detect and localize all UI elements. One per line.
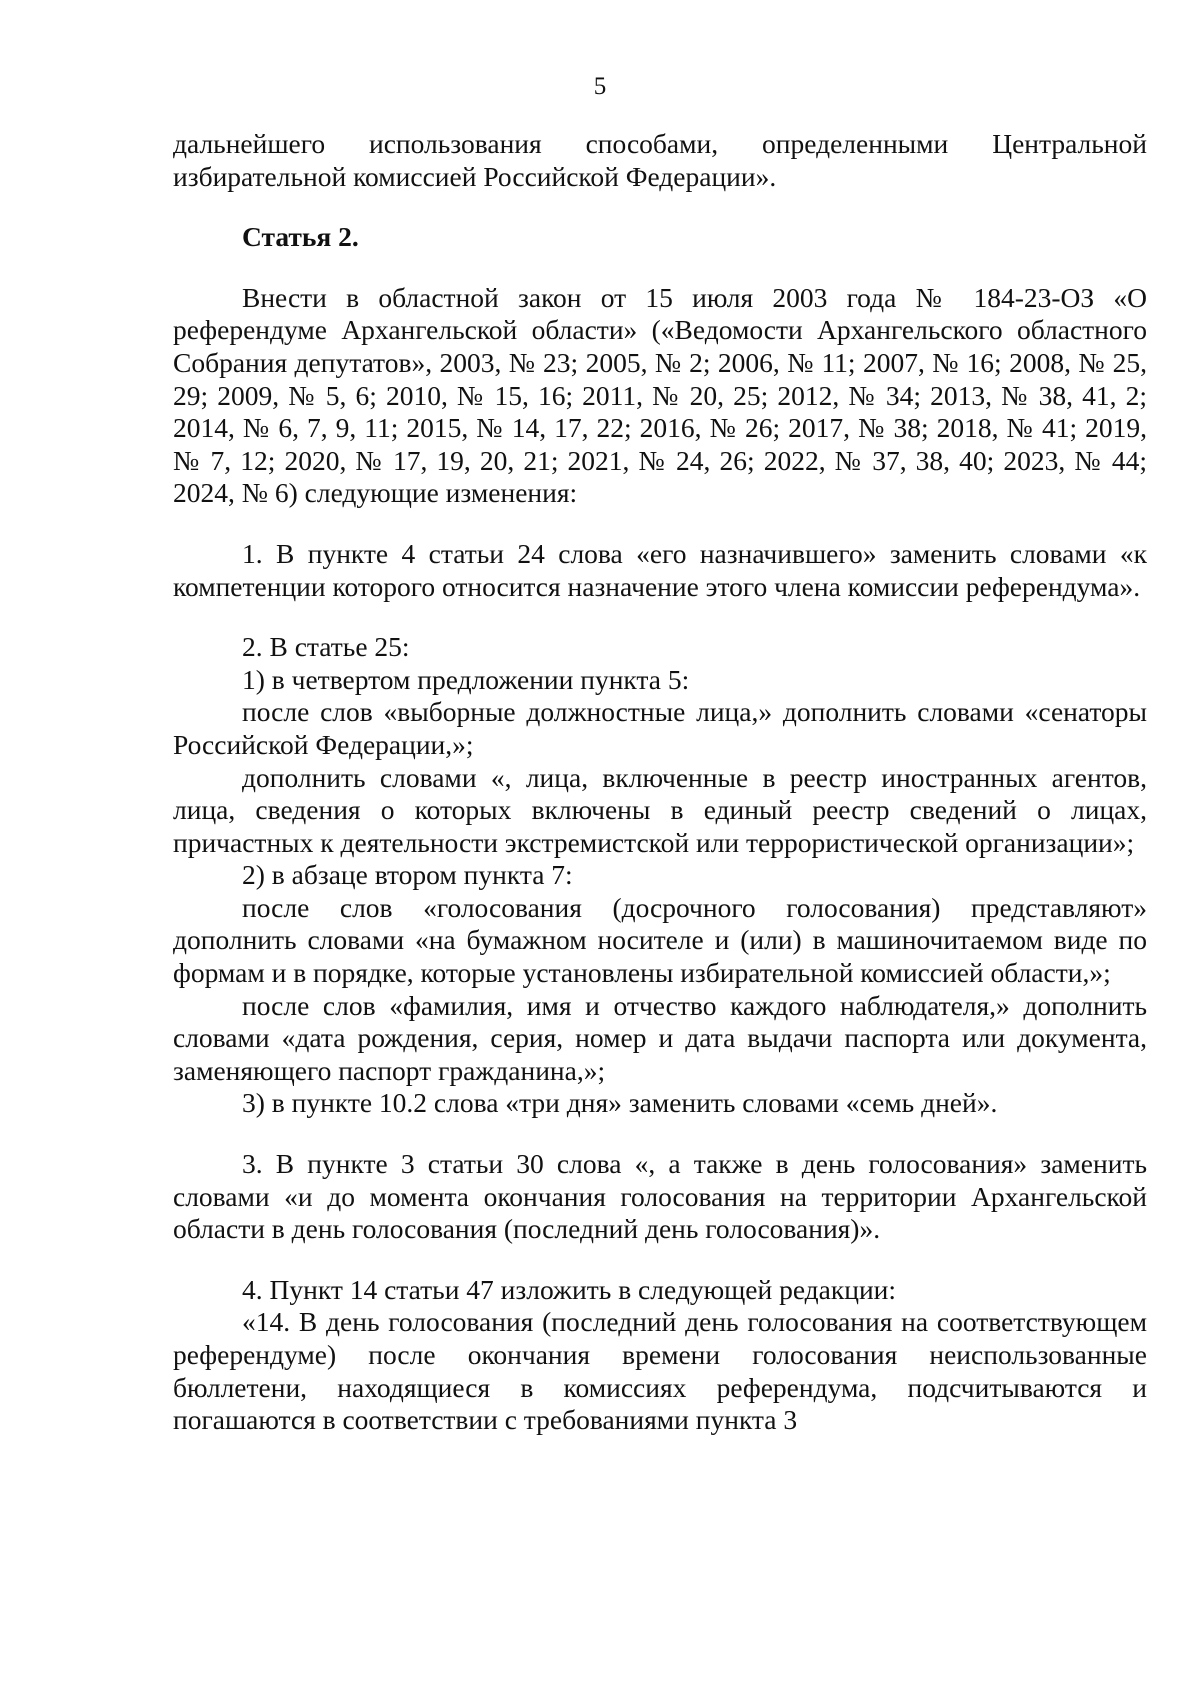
paragraph-subitem-2: 2) в абзаце втором пункта 7: [242, 859, 573, 891]
paragraph-amendment-intro: Внести в областной закон от 15 июля 2003 года № 184-23-ОЗ «О референдуме Архангельской области» («Ведомости Архангельского областного Собрания депутатов», 2003, № 23; 2005, № 2; 2006, № 11; 2007, № 16; 2008, № 25, 29; 2009, № 5, 6; 2010, № 15, 16; 2011, № 20, 25; 2012, № 34; 2013, № 38, 41, 2; 2014, № 6, 7, 9, 11; 2015, № 14, 17, 22; 2016, № 26; 2017, № 38; 2018, № 41; 2019, № 7, 12; 2020, № 17, 19, 20, 21; 2021, № 24, 26; 2022, № 37, 38, 40; 2023, № 44; 2024, № 6) следующие изменения: [173, 281, 1147, 509]
paragraph-subitem-1: 1) в четвертом предложении пункта 5: [242, 663, 690, 695]
paragraph-subitem-2-b: после слов «фамилия, имя и отчество каждого наблюдателя,» дополнить словами «дата рождения, серия, номер и дата выдачи паспорта или документа, заменяющего паспорт гражданина,»; [173, 989, 1147, 1086]
paragraph-subitem-1-a: после слов «выборные должностные лица,» дополнить словами «сенаторы Российской Федерации,»; [173, 696, 1147, 760]
paragraph-subitem-1-b: дополнить словами «, лица, включенные в реестр иностранных агентов, лица, сведения о которых включены в единый реестр сведений о лицах, причастных к деятельности экстремистской или террористической организации»; [173, 761, 1147, 858]
paragraph-continuation: дальнейшего использования способами, определенными Центральной избирательной комиссией Российской Федерации». [173, 128, 1147, 192]
paragraph-item-2: 2. В статье 25: [242, 631, 410, 663]
page-number: 5 [593, 73, 607, 100]
article-heading: Статья 2. [242, 221, 359, 253]
document-body [173, 128, 1147, 1437]
paragraph-subitem-2-a: после слов «голосования (досрочного голосования) представляют» дополнить словами «на бумажном носителе и (или) в машиночитаемом виде по формам и в порядке, которые установлены избирательной комиссией области,»; [173, 891, 1147, 989]
paragraph-item-4: 4. Пункт 14 статьи 47 изложить в следующей редакции: [242, 1273, 897, 1305]
paragraph-item-4-text: «14. В день голосования (последний день голосования на соответствующем референдуме) после окончания времени голосования неиспользованные бюллетени, находящиеся в комиссиях референдума, подсчитываются и погашаются в соответствии с требованиями пункта 3 [173, 1306, 1147, 1436]
paragraph-item-3: 3. В пункте 3 статьи 30 слова «, а также в день голосования» заменить словами «и до момента окончания голосования на территории Архангельской области в день голосования (последний день голосования)». [173, 1148, 1147, 1245]
paragraph-subitem-3: 3) в пункте 10.2 слова «три дня» заменить словами «семь дней». [242, 1087, 998, 1119]
paragraph-item-1: 1. В пункте 4 статьи 24 слова «его назначившего» заменить словами «к компетенции которого относится назначение этого члена комиссии референдума». [173, 537, 1147, 602]
